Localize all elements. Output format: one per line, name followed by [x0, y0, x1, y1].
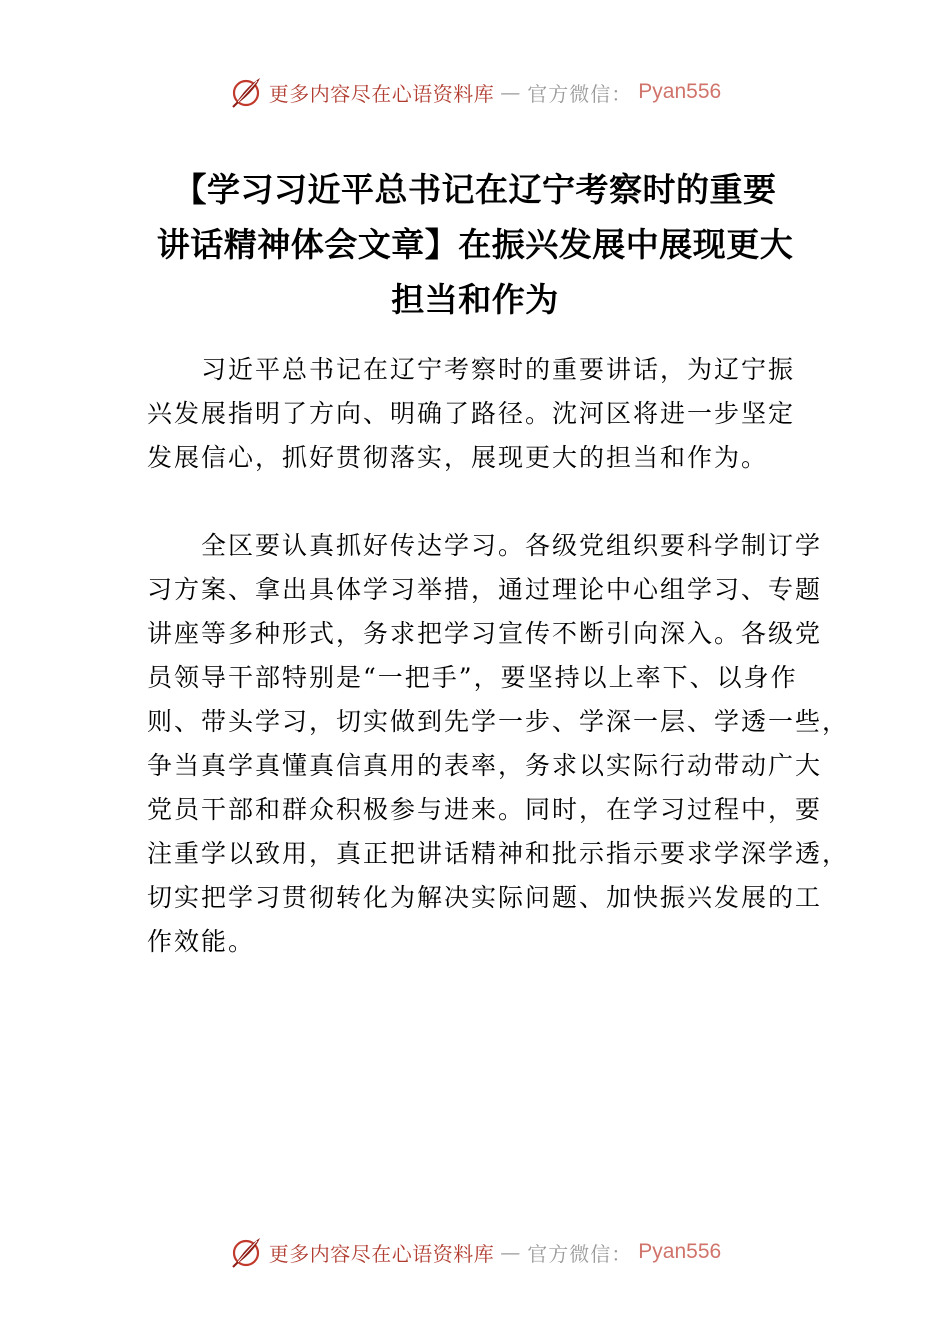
slogan-text: 更多内容尽在心语资料库 — [268, 1241, 495, 1266]
document-title — [120, 162, 830, 327]
paragraph-intro — [147, 348, 837, 480]
paragraph-study — [147, 524, 850, 964]
paragraph-line: 发展信心，抓好贯彻落实，展现更大的担当和作为。 — [147, 443, 769, 472]
paragraph-line: 则、带头学习，切实做到先学一步、学深一层、学透一些， — [147, 707, 850, 736]
paragraph-lead-sentence: 全区要认真抓好传达学习。 — [201, 531, 526, 560]
paragraph-line: 注重学以致用，真正把讲话精神和批示指示要求学深学透， — [147, 839, 850, 868]
title-line: 【学习习近平总书记在辽宁考察时的重要 — [173, 170, 777, 209]
paragraph-line: 习方案、拿出具体学习举措，通过理论中心组学习、专题 — [147, 575, 823, 604]
document-body — [147, 348, 850, 964]
paragraph-line: 兴发展指明了方向、明确了路径。沈河区将进一步坚定 — [147, 399, 796, 428]
header-banner — [0, 72, 950, 112]
footer-banner — [0, 1232, 950, 1272]
separator-dash: — — [500, 1240, 522, 1264]
title-line: 担当和作为 — [391, 280, 559, 319]
feather-pen-logo-icon — [229, 1235, 263, 1269]
paragraph-line: 讲座等多种形式，务求把学习宣传不断引向深入。各级党 — [147, 619, 823, 648]
paragraph-spacer — [147, 480, 837, 524]
title-line: 讲话精神体会文章】在振兴发展中展现更大 — [156, 225, 794, 264]
wechat-label: 官方微信： — [527, 1241, 633, 1266]
feather-pen-logo-icon — [229, 75, 263, 109]
wechat-label: 官方微信： — [527, 81, 633, 106]
paragraph-line-rest: 各级党组织要科学制订学 — [525, 531, 823, 560]
wechat-id: Pyan556 — [638, 80, 722, 103]
paragraph-line — [147, 524, 837, 568]
paragraph-line: 党员干部和群众积极参与进来。同时，在学习过程中，要 — [147, 795, 823, 824]
paragraph-line: 切实把学习贯彻转化为解决实际问题、加快振兴发展的工 — [147, 883, 823, 912]
separator-dash: — — [500, 80, 522, 104]
paragraph-line: 争当真学真懂真信真用的表率，务求以实际行动带动广大 — [147, 751, 823, 780]
paragraph-line: 员领导干部特别是“一把手”，要坚持以上率下、以身作 — [147, 663, 798, 692]
wechat-id: Pyan556 — [638, 1240, 722, 1263]
paragraph-line: 习近平总书记在辽宁考察时的重要讲话，为辽宁振 — [201, 355, 796, 384]
slogan-text: 更多内容尽在心语资料库 — [268, 81, 495, 106]
paragraph-line: 作效能。 — [147, 927, 256, 956]
